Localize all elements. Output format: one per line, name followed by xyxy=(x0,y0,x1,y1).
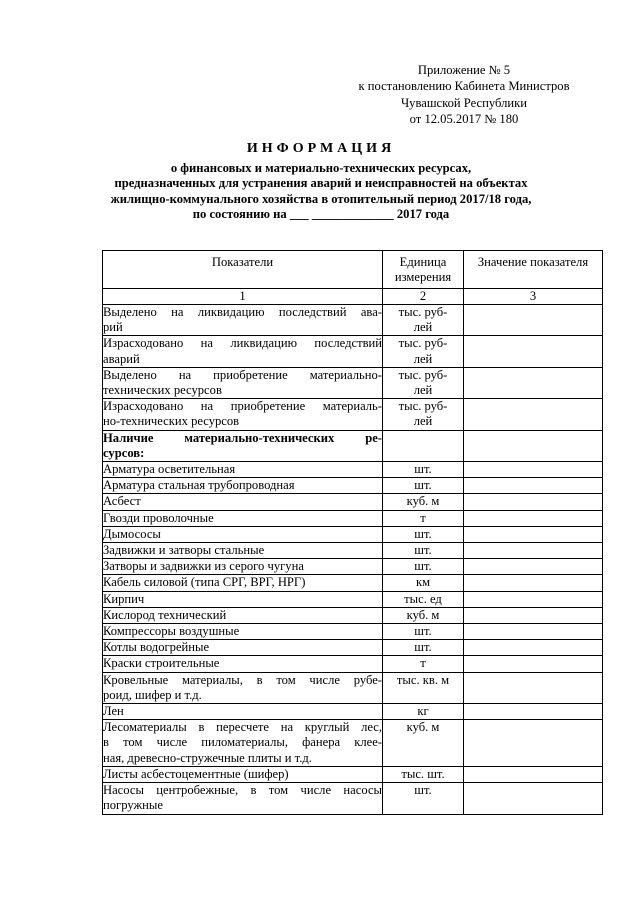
unit-line: тыс. руб- xyxy=(398,305,448,319)
indicator-cell xyxy=(103,543,383,559)
value-cell xyxy=(464,607,603,623)
value-cell xyxy=(464,783,603,814)
unit-line: шт. xyxy=(414,478,432,493)
value-cell xyxy=(464,336,603,367)
indicator-line: Компрессоры воздушные xyxy=(103,624,240,639)
unit-line: лей xyxy=(413,320,433,335)
unit-line: кг xyxy=(417,704,429,719)
unit-cell xyxy=(383,478,464,494)
table-row xyxy=(103,526,603,542)
table-row xyxy=(103,543,603,559)
indicator-cell xyxy=(103,462,383,478)
indicator-line: но-технических ресурсов xyxy=(103,414,240,429)
unit-cell xyxy=(383,399,464,430)
unit-cell xyxy=(383,526,464,542)
value-cell xyxy=(464,591,603,607)
indicator-line: Асбест xyxy=(103,494,141,509)
indicator-line: Израсходовано на ликвидацию последствий xyxy=(103,336,382,351)
subtitle-line-2: предназначенных для устранения аварий и неисправностей на объектах xyxy=(114,176,528,191)
unit-cell xyxy=(383,430,464,461)
unit-line: лей xyxy=(413,414,433,429)
unit-line: тыс. ед xyxy=(404,591,442,606)
table-row xyxy=(103,462,603,478)
indicator-line: Дымососы xyxy=(103,526,161,541)
unit-line: тыс. кв. м xyxy=(396,672,450,687)
indicator-cell xyxy=(103,510,383,526)
indicator-line: Лен xyxy=(103,704,124,719)
table-row xyxy=(103,766,603,782)
indicator-cell xyxy=(103,336,383,367)
table-row xyxy=(103,510,603,526)
table-row xyxy=(103,494,603,510)
title-block xyxy=(60,140,582,223)
column-number-3: 3 xyxy=(464,289,603,305)
value-cell xyxy=(464,624,603,640)
indicator-cell xyxy=(103,672,383,703)
unit-cell xyxy=(383,559,464,575)
unit-cell xyxy=(383,494,464,510)
indicator-cell xyxy=(103,704,383,720)
indicator-line: Выделено на ликвидацию последствий ава- xyxy=(103,305,382,319)
unit-line: куб. м xyxy=(406,720,440,735)
table-row xyxy=(103,704,603,720)
header-indicator: Показатели xyxy=(103,251,383,289)
value-cell xyxy=(464,559,603,575)
table-row xyxy=(103,559,603,575)
unit-cell xyxy=(383,672,464,703)
table-row xyxy=(103,430,603,461)
value-cell xyxy=(464,543,603,559)
subtitle-line-4: по состоянию на ___ _____________ 2017 года xyxy=(192,207,450,222)
annex-number: Приложение № 5 xyxy=(417,63,511,77)
table-row xyxy=(103,624,603,640)
indicator-line: Выделено на приобретение материально- xyxy=(103,367,382,382)
table-row xyxy=(103,367,603,398)
unit-cell xyxy=(383,305,464,336)
value-cell xyxy=(464,766,603,782)
indicator-cell xyxy=(103,766,383,782)
unit-line: куб. м xyxy=(406,494,440,509)
value-cell xyxy=(464,526,603,542)
indicator-cell xyxy=(103,478,383,494)
indicator-cell xyxy=(103,430,383,461)
table-row xyxy=(103,656,603,672)
indicator-line: Листы асбестоцементные (шифер) xyxy=(103,766,289,781)
indicator-line: аварий xyxy=(103,351,140,366)
value-cell xyxy=(464,305,603,336)
indicator-cell xyxy=(103,494,383,510)
value-cell xyxy=(464,640,603,656)
resources-table xyxy=(102,250,603,815)
unit-cell xyxy=(383,624,464,640)
indicator-cell xyxy=(103,559,383,575)
indicator-line: Израсходовано на приобретение материаль- xyxy=(103,399,382,414)
column-number-row xyxy=(103,289,603,305)
indicator-cell xyxy=(103,399,383,430)
unit-cell xyxy=(383,462,464,478)
indicator-line: в том числе пиломатериалы, фанера клее- xyxy=(103,735,382,750)
value-cell xyxy=(464,510,603,526)
indicator-line: Кирпич xyxy=(103,591,145,606)
value-cell xyxy=(464,575,603,591)
header-value: Значение показателя xyxy=(464,251,603,289)
subtitle-line-3: жилищно-коммунального хозяйства в отопительный период 2017/18 года, xyxy=(110,191,532,206)
indicator-cell xyxy=(103,526,383,542)
unit-cell xyxy=(383,783,464,814)
document-title: ИНФОРМАЦИЯ xyxy=(246,141,396,156)
unit-cell xyxy=(383,704,464,720)
unit-line: шт. xyxy=(414,640,432,655)
indicator-line: сурсов: xyxy=(103,445,145,460)
unit-line: шт. xyxy=(414,462,432,477)
indicator-cell xyxy=(103,783,383,814)
indicator-line: Лесоматериалы в пересчете на круглый лес, xyxy=(103,720,382,735)
indicator-line: Краски строительные xyxy=(103,656,220,671)
table-row xyxy=(103,640,603,656)
unit-cell xyxy=(383,640,464,656)
unit-line: шт. xyxy=(414,526,432,541)
indicator-cell xyxy=(103,640,383,656)
table-row xyxy=(103,720,603,767)
value-cell xyxy=(464,399,603,430)
column-number-2: 2 xyxy=(383,289,464,305)
indicator-line: Арматура стальная трубопроводная xyxy=(103,478,295,493)
indicator-cell xyxy=(103,607,383,623)
table-row xyxy=(103,591,603,607)
value-cell xyxy=(464,704,603,720)
indicator-line: погружные xyxy=(103,798,163,813)
indicator-line: Гвозди проволочные xyxy=(103,510,214,525)
table-header-row xyxy=(103,251,603,289)
unit-line: тыс. руб- xyxy=(398,336,448,351)
unit-line: тыс. руб- xyxy=(398,399,448,414)
unit-line: тыс. шт. xyxy=(401,766,445,781)
indicator-cell xyxy=(103,367,383,398)
indicator-cell xyxy=(103,720,383,767)
indicator-line: Кабель силовой (типа СРГ, ВРГ, НРГ) xyxy=(103,575,306,590)
value-cell xyxy=(464,494,603,510)
unit-line: т xyxy=(420,656,426,671)
unit-line: лей xyxy=(413,351,433,366)
unit-line: тыс. руб- xyxy=(398,367,448,382)
annex-resolution: к постановлению Кабинета Министров xyxy=(358,79,570,94)
value-cell xyxy=(464,430,603,461)
unit-cell xyxy=(383,591,464,607)
unit-line: шт. xyxy=(414,624,432,639)
header-unit-line-2: измерения xyxy=(394,270,452,285)
indicator-line: Затворы и задвижки из серого чугуна xyxy=(103,559,304,574)
indicator-line: Наличие материально-технических ре- xyxy=(103,430,382,445)
unit-line: шт. xyxy=(414,543,432,558)
indicator-cell xyxy=(103,624,383,640)
unit-cell xyxy=(383,543,464,559)
unit-line: км xyxy=(415,575,431,590)
table-row xyxy=(103,783,603,814)
column-number-1: 1 xyxy=(103,289,383,305)
indicator-cell xyxy=(103,305,383,336)
value-cell xyxy=(464,720,603,767)
unit-cell xyxy=(383,720,464,767)
unit-line: шт. xyxy=(414,559,432,574)
annex-date: от 12.05.2017 № 180 xyxy=(409,111,519,126)
unit-cell xyxy=(383,367,464,398)
unit-cell xyxy=(383,766,464,782)
indicator-line: роид, шифер и т.д. xyxy=(103,687,202,702)
indicator-line: Арматура осветительная xyxy=(103,462,236,477)
indicator-line: технических ресурсов xyxy=(103,383,222,398)
table-row xyxy=(103,305,603,336)
unit-cell xyxy=(383,510,464,526)
unit-cell xyxy=(383,575,464,591)
subtitle-line-1: о финансовых и материально-технических ресурсах, xyxy=(170,161,472,175)
indicator-cell xyxy=(103,656,383,672)
header-unit xyxy=(383,251,464,289)
annex-republic: Чувашской Республики xyxy=(401,95,527,110)
header-unit-line-1: Единица xyxy=(399,255,447,269)
value-cell xyxy=(464,367,603,398)
indicator-line: Кислород технический xyxy=(103,607,227,622)
indicator-cell xyxy=(103,575,383,591)
annex-block xyxy=(330,62,598,127)
value-cell xyxy=(464,656,603,672)
indicator-line: Насосы центробежные, в том числе насосы xyxy=(103,783,382,798)
table-row xyxy=(103,399,603,430)
unit-cell xyxy=(383,336,464,367)
unit-cell xyxy=(383,656,464,672)
value-cell xyxy=(464,672,603,703)
unit-line: куб. м xyxy=(406,607,440,622)
table-row xyxy=(103,478,603,494)
unit-line: шт. xyxy=(414,783,432,798)
indicator-cell xyxy=(103,591,383,607)
indicator-line: Котлы водогрейные xyxy=(103,640,210,655)
table-row xyxy=(103,607,603,623)
table-row xyxy=(103,672,603,703)
unit-line: лей xyxy=(413,383,433,398)
indicator-line: рий xyxy=(103,320,123,335)
indicator-line: Задвижки и затворы стальные xyxy=(103,543,265,558)
indicator-line: Кровельные материалы, в том числе рубе- xyxy=(103,672,382,687)
value-cell xyxy=(464,462,603,478)
indicator-line: ная, древесно-стружечные плиты и т.д. xyxy=(103,750,312,765)
table-row xyxy=(103,336,603,367)
table-row xyxy=(103,575,603,591)
value-cell xyxy=(464,478,603,494)
unit-cell xyxy=(383,607,464,623)
unit-line: т xyxy=(420,510,426,525)
